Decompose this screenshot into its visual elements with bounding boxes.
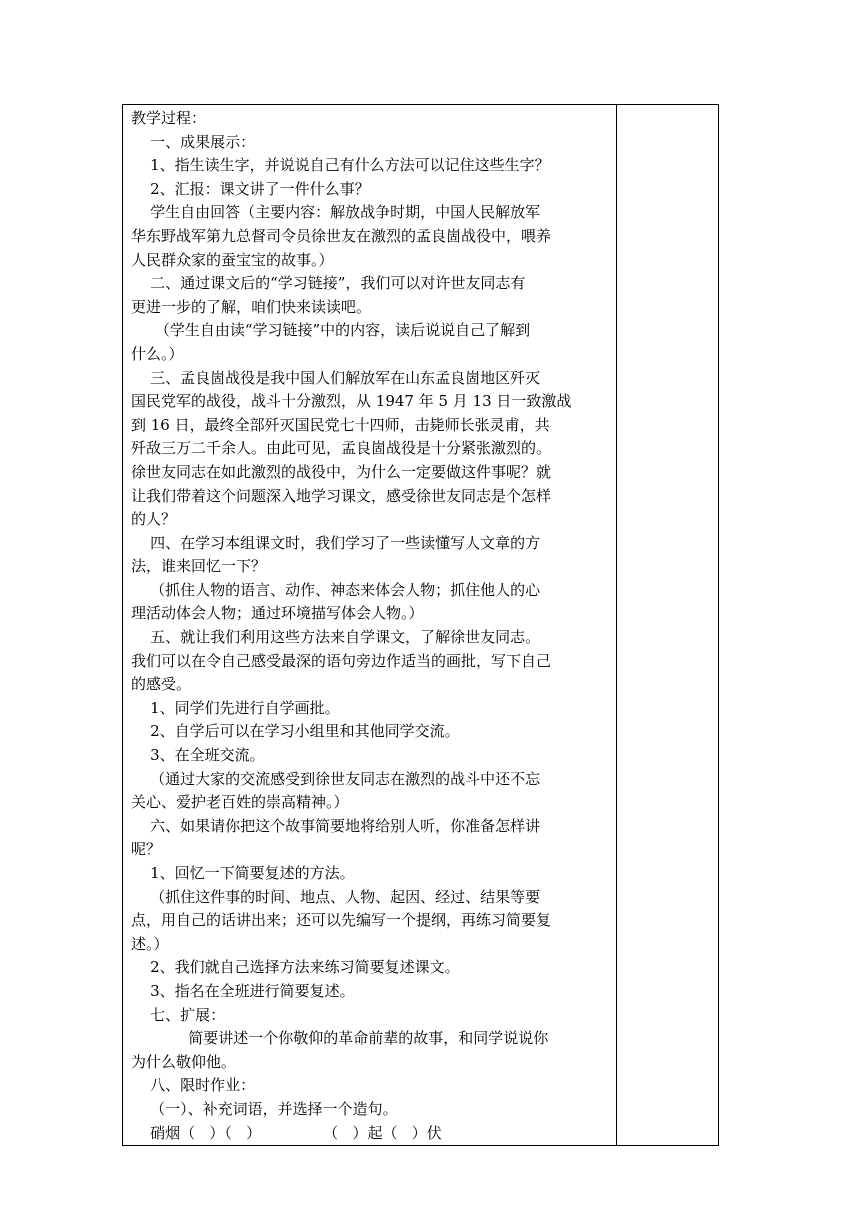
text-line: 我们可以在令自己感受最深的语句旁边作适当的画批，写下自己 (131, 651, 552, 670)
text-line: 2、我们就自己选择方法来练习简要复述课文。 (131, 958, 460, 977)
lesson-plan-table (122, 104, 719, 1146)
text-line: 五、就让我们利用这些方法来自学课文，了解徐世友同志。 (131, 628, 541, 647)
text-line: 的人？ (131, 510, 177, 529)
text-line: （学生自由读“学习链接”中的内容，读后说说自己了解到 (131, 321, 531, 340)
text-line: 二、通过课文后的“学习链接”，我们可以对许世友同志有 (131, 274, 526, 293)
text-line: 到 16 日，最终全部歼灭国民党七十四师，击毙师长张灵甫，共 (131, 415, 550, 434)
text-line: 3、在全班交流。 (131, 746, 265, 765)
text-line: 理活动体会人物；通过环境描写体会人物。） (131, 604, 424, 623)
text-line: 人民群众家的蚕宝宝的故事。） (131, 250, 334, 269)
text-line: 让我们带着这个问题深入地学习课文，感受徐世友同志是个怎样 (131, 486, 552, 505)
text-line: 关心、爱护老百姓的崇高精神。） (131, 793, 349, 812)
text-line: （一）、补充词语，并选择一个造句。 (131, 1099, 398, 1118)
text-line: 八、限时作业： (131, 1076, 256, 1095)
text-line: 一、成果展示： (131, 132, 256, 151)
text-line: 点，用自己的话讲出来；还可以先编写一个提纲，再练习简要复 (131, 911, 552, 930)
text-line: （抓住人物的语言、动作、神态来体会人物；抓住他人的心 (131, 580, 541, 599)
text-line: 四、在学习本组课文时，我们学习了一些读懂写人文章的方 (131, 533, 541, 552)
text-line: 学生自由回答（主要内容：解放战争时期，中国人民解放军 (131, 203, 541, 222)
text-line: 简要讲述一个你敬仰的革命前辈的故事，和同学说说你 (131, 1029, 549, 1048)
text-line: 七、扩展： (131, 1005, 226, 1024)
teaching-process-text (123, 105, 616, 1145)
text-line: 1、同学们先进行自学画批。 (131, 698, 340, 717)
text-line: （通过大家的交流感受到徐世友同志在激烈的战斗中还不忘 (131, 769, 541, 788)
text-line: （抓住这件事的时间、地点、人物、起因、经过、结果等要 (131, 887, 541, 906)
text-line: 2、自学后可以在学习小组里和其他同学交流。 (131, 722, 460, 741)
text-line: 2、汇报：课文讲了一件什么事？ (131, 179, 370, 198)
text-line: 国民党军的战役，战斗十分激烈，从 1947 年 5 月 13 日一致激战 (131, 392, 572, 411)
text-line: 3、指名在全班进行简要复述。 (131, 981, 355, 1000)
text-line: 呢？ (131, 840, 162, 859)
text-line: 硝烟（ ）（ ） （ ）起（ ）伏 (131, 1123, 442, 1142)
text-line: 六、如果请你把这个故事简要地将给别人听，你准备怎样讲 (131, 816, 541, 835)
text-line: 为什么敬仰他。 (131, 1052, 237, 1071)
table-row (123, 105, 719, 1146)
text-line: 三、孟良崮战役是我中国人们解放军在山东孟良崮地区歼灭 (131, 368, 541, 387)
text-line: 述。） (131, 934, 169, 953)
text-line: 歼敌三万二千余人。由此可见，孟良崮战役是十分紧张激烈的。 (131, 439, 552, 458)
text-line: 的感受。 (131, 675, 192, 694)
notes-column (617, 105, 719, 1146)
text-line: 徐世友同志在如此激烈的战役中，为什么一定要做这件事呢？就 (131, 462, 552, 481)
text-line: 更进一步的了解，咱们快来读读吧。 (131, 297, 372, 316)
text-line: 什么。） (131, 344, 184, 363)
text-line: 1、回忆一下简要复述的方法。 (131, 864, 355, 882)
text-line: 教学过程： (131, 109, 207, 127)
teaching-process-cell (123, 105, 617, 1146)
text-line: 华东野战军第九总督司令员徐世友在激烈的孟良崮战役中，喂养 (131, 226, 552, 245)
text-line: 1、指生读生字，并说说自己有什么方法可以记住这些生字？ (131, 156, 550, 175)
text-line: 法，谁来回忆一下？ (131, 557, 267, 576)
